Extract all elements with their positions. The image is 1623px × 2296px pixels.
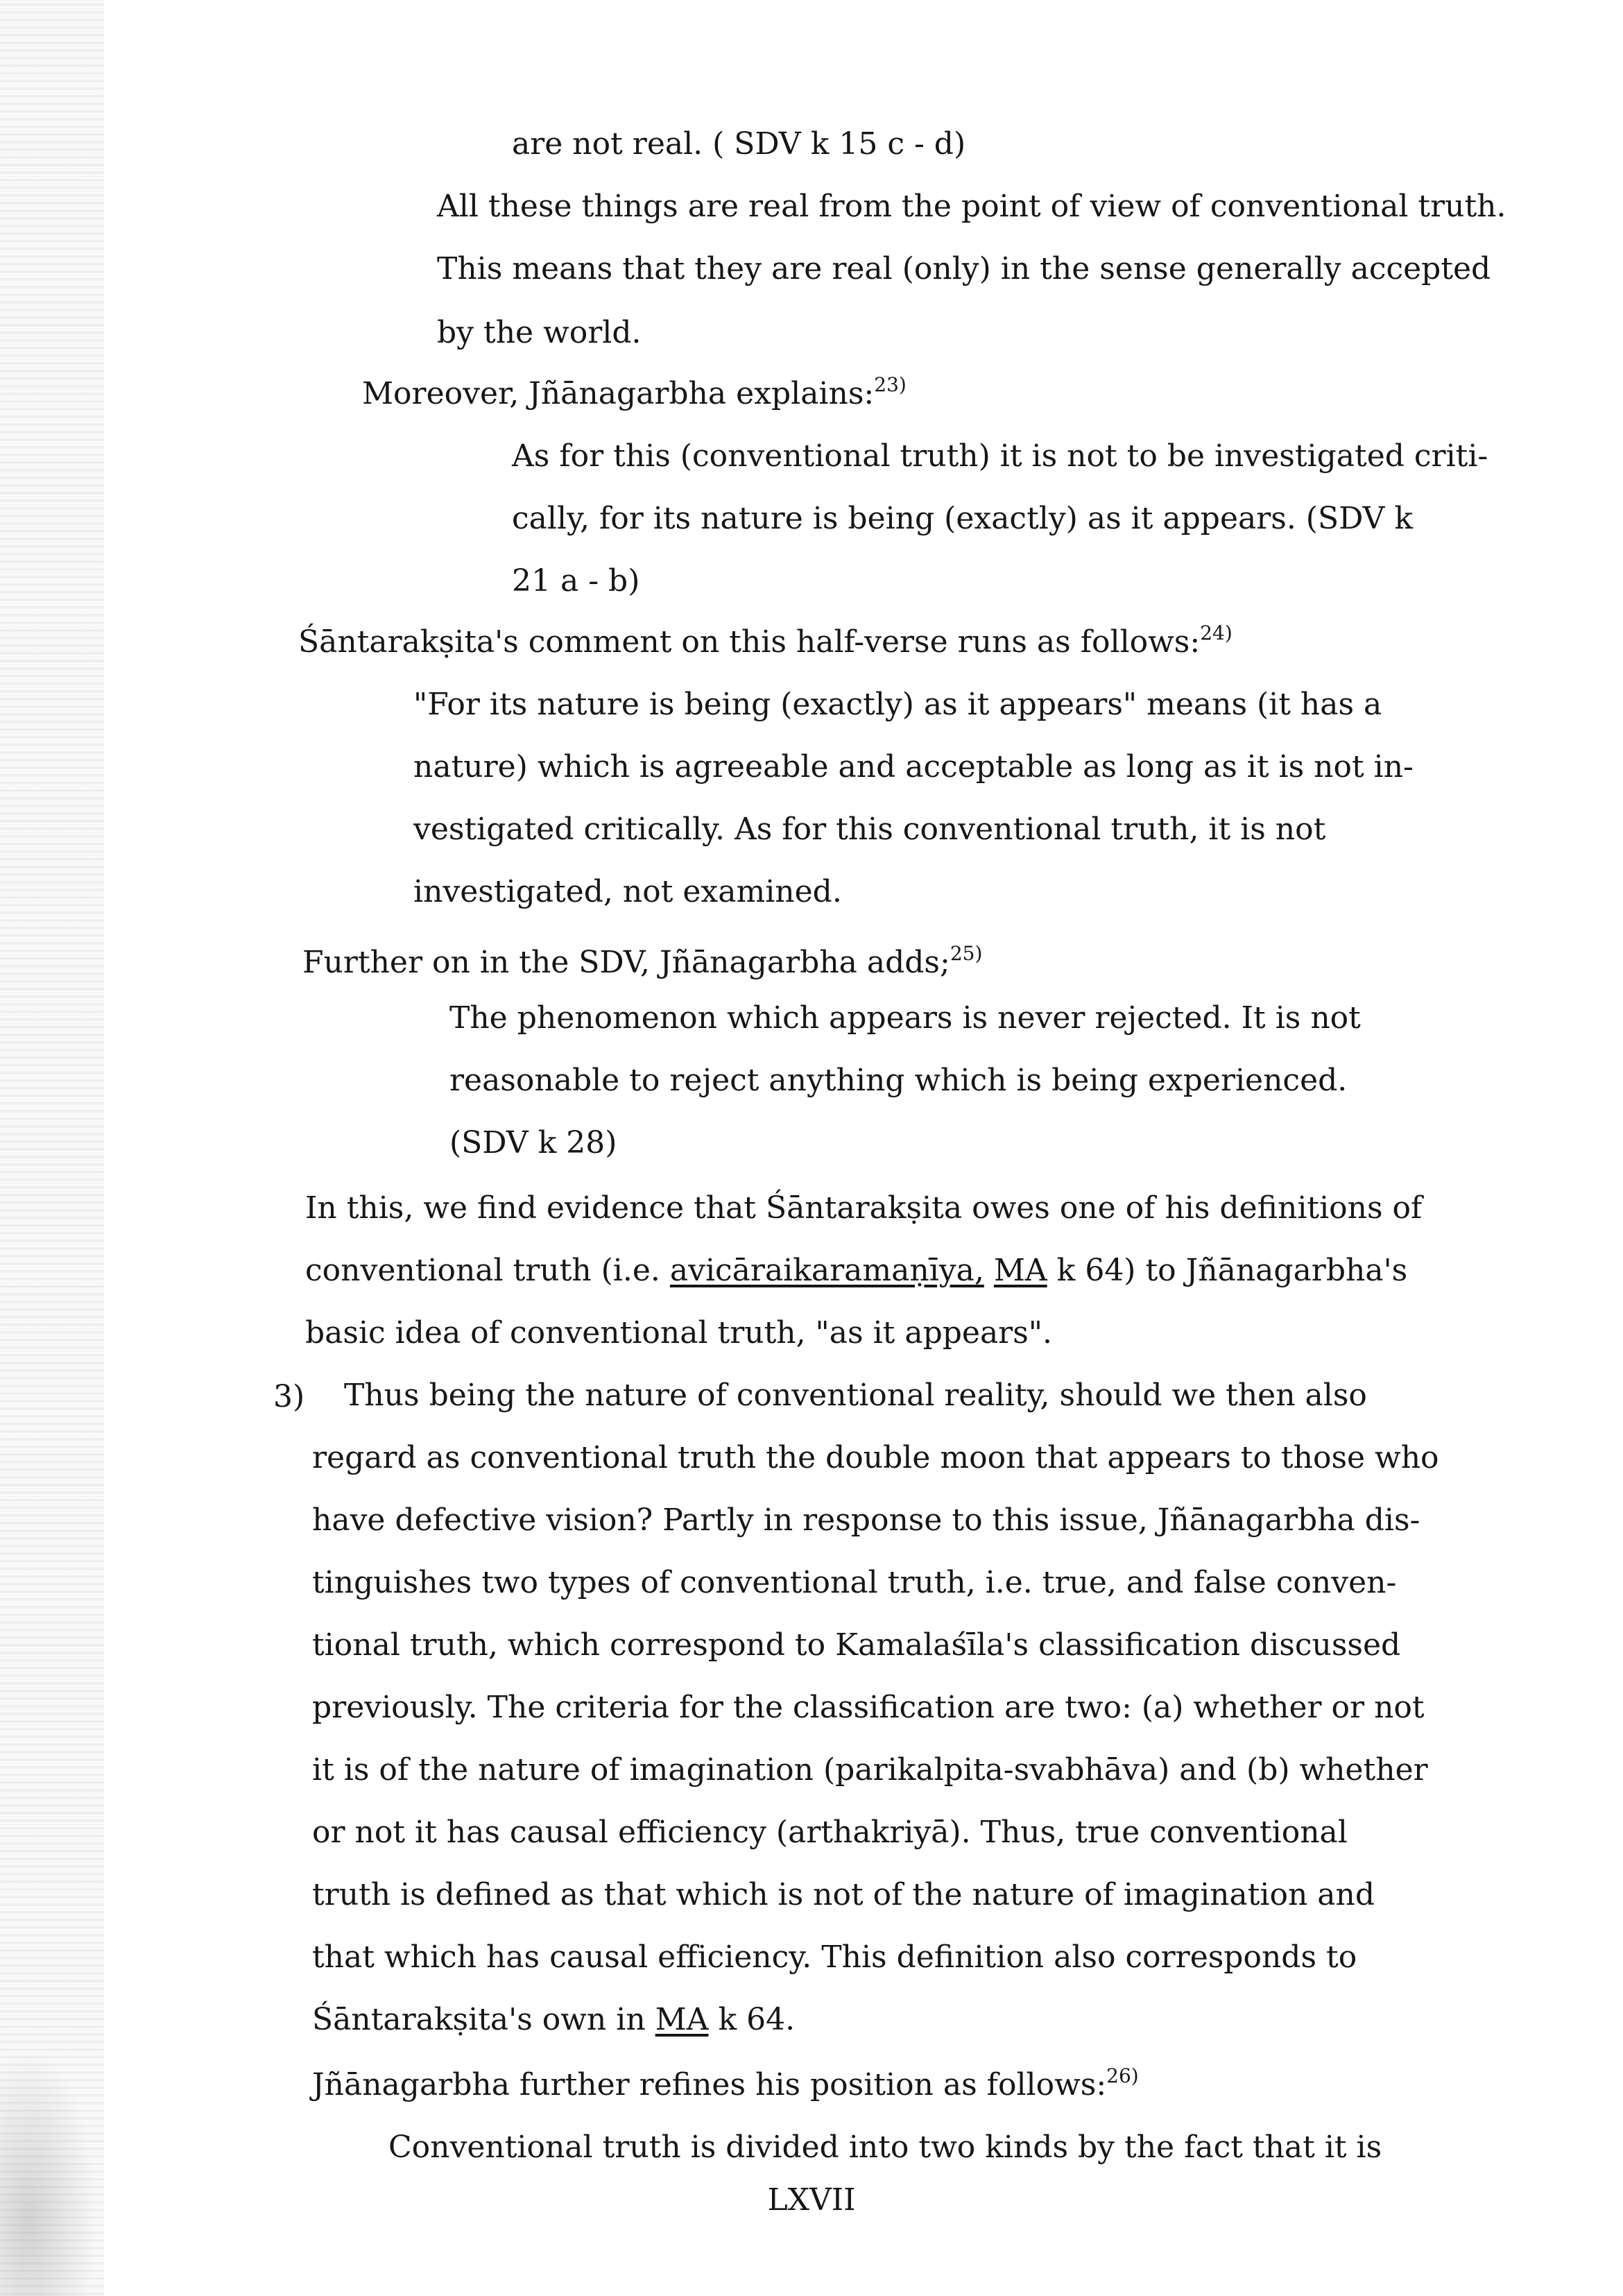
quote-line: nature) which is agreeable and acceptable as long as it is not in- [413, 749, 1414, 785]
body-text: k 64. [708, 2002, 796, 2037]
body-line [312, 2064, 1139, 2102]
body-line: it is of the nature of imagination (parikalpita-svabhāva) and (b) whether [312, 1752, 1428, 1788]
body-line [302, 942, 983, 980]
body-line: have defective vision? Partly in response to this issue, Jñānagarbha dis- [312, 1502, 1420, 1538]
body-line: previously. The criteria for the classification are two: (a) whether or not [312, 1690, 1425, 1725]
quote-line: 21 a - b) [512, 563, 640, 599]
quote-line: cally, for its nature is being (exactly) as it appears. (SDV k [512, 501, 1414, 536]
body-text: Śāntarakṣita's own in [312, 2002, 655, 2037]
body-line: Thus being the nature of conventional reality, should we then also [344, 1378, 1367, 1413]
body-text: k 64) to Jñānagarbha's [1047, 1253, 1408, 1288]
body-text: Jñānagarbha further refines his position as follows: [312, 2067, 1107, 2102]
body-text: Moreover, Jñānagarbha explains: [362, 376, 875, 411]
body-line [298, 622, 1233, 660]
body-line: tinguishes two types of conventional truth, i.e. true, and false conven- [312, 1565, 1397, 1600]
body-line: basic idea of conventional truth, "as it appears". [305, 1315, 1053, 1351]
body-line [312, 2002, 796, 2037]
body-line: regard as conventional truth the double moon that appears to those who [312, 1440, 1439, 1475]
section-number: 3) [273, 1379, 305, 1414]
body-line [362, 373, 907, 411]
quote-line: by the world. [437, 315, 642, 350]
body-line: tional truth, which correspond to Kamalaśīla's classification discussed [312, 1627, 1401, 1663]
scan-shadow-bottom [0, 2046, 97, 2296]
body-line: In this, we find evidence that Śāntarakṣita owes one of his definitions of [305, 1190, 1423, 1226]
quote-line: vestigated critically. As for this conventional truth, it is not [413, 812, 1326, 847]
body-text [984, 1253, 994, 1288]
quote-line: "For its nature is being (exactly) as it appears" means (it has a [413, 687, 1382, 722]
body-line: truth is defined as that which is not of the nature of imagination and [312, 1877, 1375, 1912]
quote-line: This means that they are real (only) in the sense generally accepted [437, 251, 1491, 286]
body-line: or not it has causal efficiency (arthakriyā). Thus, true conventional [312, 1815, 1348, 1850]
body-line: that which has causal efficiency. This definition also corresponds to [312, 1939, 1357, 1975]
scan-shadow-left [0, 0, 104, 2296]
underlined-term: MA [655, 2002, 709, 2037]
quote-line: (SDV k 28) [449, 1125, 617, 1160]
quote-line: As for this (conventional truth) it is not to be investigated criti- [512, 438, 1488, 474]
quote-line: investigated, not examined. [413, 874, 842, 909]
body-line [305, 1253, 1408, 1288]
body-text: conventional truth (i.e. [305, 1253, 670, 1288]
quote-line: Conventional truth is divided into two kinds by the fact that it is [388, 2130, 1382, 2165]
footnote-ref: 26) [1106, 2064, 1139, 2087]
body-text: Śāntarakṣita's comment on this half-verse runs as follows: [298, 624, 1201, 660]
quote-line: reasonable to reject anything which is being experienced. [449, 1063, 1348, 1098]
footnote-ref: 24) [1200, 622, 1233, 644]
underlined-term: MA [993, 1253, 1047, 1288]
body-text: Further on in the SDV, Jñānagarbha adds; [302, 945, 950, 980]
footnote-ref: 25) [950, 942, 983, 965]
quote-line: The phenomenon which appears is never rejected. It is not [449, 1000, 1361, 1036]
quote-line: All these things are real from the point of view of conventional truth. [437, 189, 1506, 224]
footnote-ref: 23) [874, 373, 907, 396]
page-number: LXVII [767, 2182, 856, 2218]
underlined-term: avicāraikaramaṇīya, [669, 1253, 984, 1288]
quote-line: are not real. ( SDV k 15 c - d) [512, 126, 966, 162]
